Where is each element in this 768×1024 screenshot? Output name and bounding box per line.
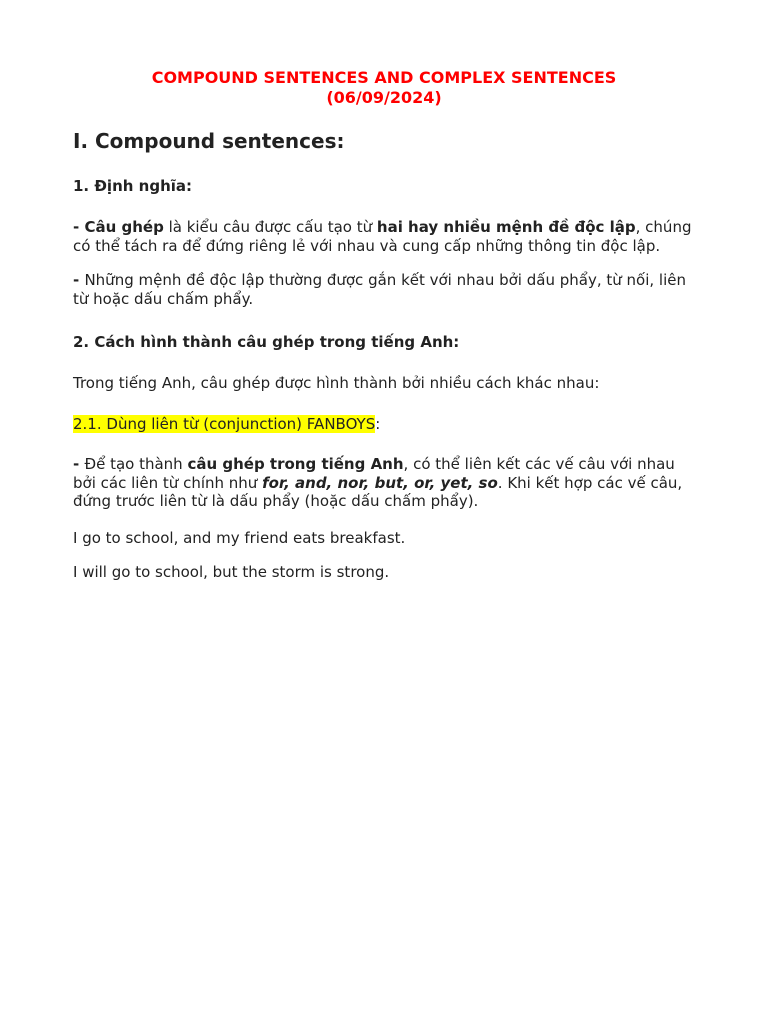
heading-colon: : [375, 414, 381, 433]
example-sentence-1: I go to school, and my friend eats breakfast. [73, 528, 406, 547]
definition-text-2: , chúng có thể tách ra để đứng riêng lẻ với nhau và cung cấp những thông tin độc lập. [73, 218, 692, 255]
formation-intro: Trong tiếng Anh, câu ghép được hình thành bởi nhiều cách khác nhau: [73, 374, 600, 392]
definition-text-1: là kiểu câu được cấu tạo từ [163, 218, 377, 236]
fanboys-conjunctions: for, and, nor, but, or, yet, so [262, 473, 498, 492]
title-line-1: COMPOUND SENTENCES AND COMPLEX SENTENCES [151, 68, 617, 87]
definition-paragraph-2 [73, 271, 695, 308]
title-date: (06/09/2024) [326, 88, 442, 107]
highlighted-heading: 2.1. Dùng liên từ (conjunction) FANBOYS [73, 414, 376, 433]
definition-text-3: Những mệnh đề độc lập thường được gắn kết với nhau bởi dấu phẩy, từ nối, liên từ hoặc dấu chấm phẩy. [73, 271, 686, 308]
fanboys-text-2: , có thể liên kết các vế câu với nhau bởi các liên từ chính như [73, 455, 675, 492]
dash: - [73, 271, 85, 289]
fanboys-text-1: Để tạo thành [84, 455, 188, 473]
dash: - [73, 455, 85, 473]
definition-heading: 1. Định nghĩa: [73, 177, 193, 195]
example-sentence-2: I will go to school, but the storm is strong. [73, 563, 390, 581]
section-heading-compound: I. Compound sentences: [73, 129, 345, 153]
definition-paragraph-1 [73, 218, 695, 255]
fanboys-paragraph [73, 455, 695, 511]
fanboys-text-3: . Khi kết hợp các vế câu, đứng trước liên từ là dấu phẩy (hoặc dấu chấm phẩy). [73, 473, 683, 510]
formation-heading: 2. Cách hình thành câu ghép trong tiếng Anh: [73, 333, 460, 351]
fanboys-bold-term: câu ghép trong tiếng Anh [187, 455, 404, 473]
subsection-heading-fanboys [73, 415, 695, 434]
document-page [73, 68, 695, 582]
term-cau-ghep: Câu ghép [84, 218, 164, 236]
dash: - [73, 218, 85, 236]
definition-bold-phrase: hai hay nhiều mệnh đề độc lập [376, 218, 636, 236]
document-title [73, 68, 695, 108]
